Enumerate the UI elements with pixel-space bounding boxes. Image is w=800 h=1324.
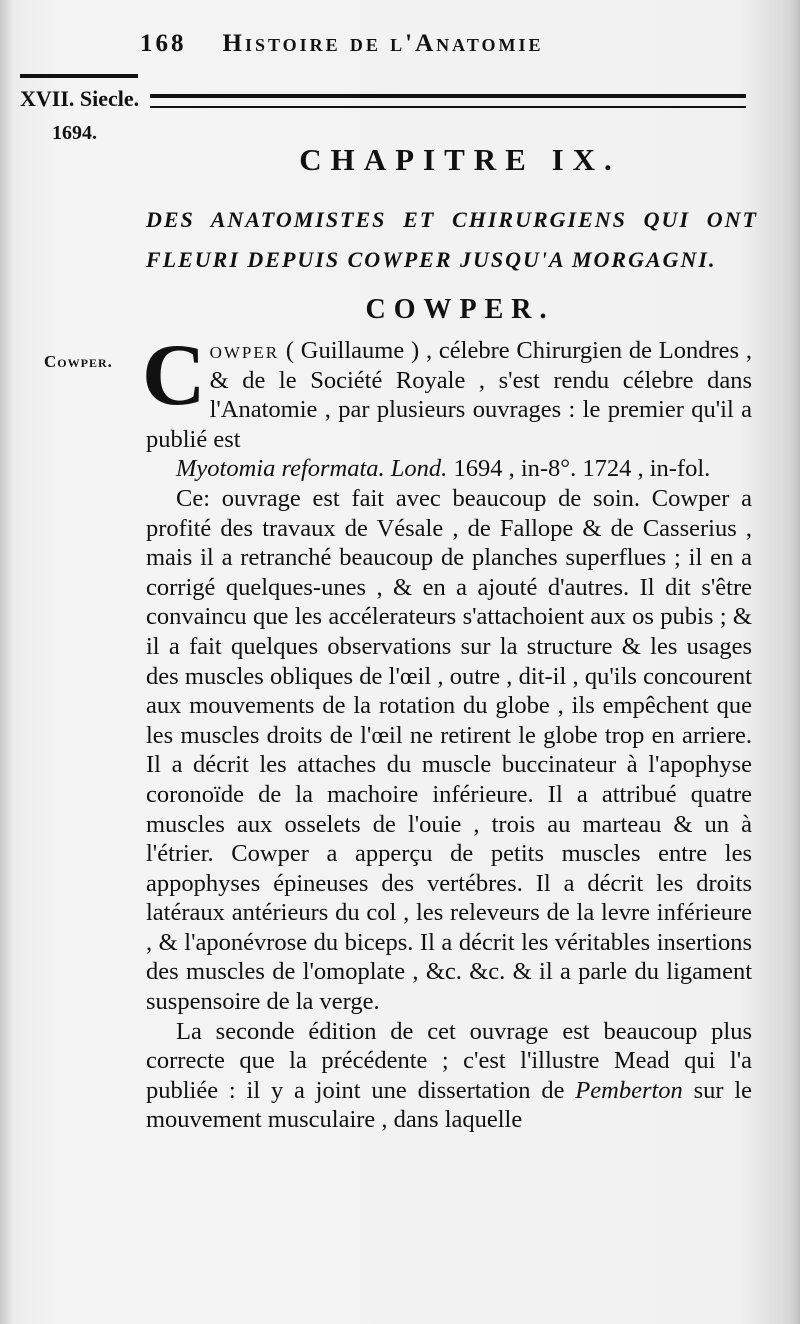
first-word: owper: [209, 337, 280, 364]
citation-details: 1694 , in-8°. 1724 , in-fol.: [453, 455, 711, 483]
chapter-title: CHAPITRE IX.: [299, 142, 621, 177]
paragraph-3-start: La seconde édition de cet ouvrage est beaucoup plus correcte que la précédente ; c'est l'illustre Mead qui l'a publiée : il y a joint une dissertation de: [146, 1017, 752, 1104]
citation-title: Myotomia reformata. Lond.: [176, 455, 448, 483]
margin-name: Cowper.: [44, 352, 113, 371]
chapter-subtitle: DES ANATOMISTES ET CHIRURGIENS QUI ONT FLEURI DEPUIS COWPER JUSQU'A MORGAGNI.: [146, 207, 758, 272]
margin-rule: [20, 74, 138, 78]
header-rule: [150, 94, 746, 108]
margin-century: XVII. Siecle.: [20, 86, 140, 111]
paragraph-1: [142, 327, 753, 454]
section-title: COWPER.: [365, 294, 555, 325]
author-name: Pemberton: [575, 1076, 683, 1104]
paragraph-2: Ce: ouvrage est fait avec beaucoup de soin. Cowper a profité des travaux de Vésale , de Fallope & de Casserius , mais il a retranché beaucoup de planches superflues ; il en a corrigé quelques-unes , & en a ajouté d'autres. Il dit s'être convaincu que les accélerateurs s'attachoient aux os pubis ; & il a fait quelques observations sur la structure & les usages des muscles obliques de l'œil , outre , dit-il , qu'ils concourent aux mouvements de la rotation du globe , ils empêchent que les muscles droits de l'œil ne retirent le globe trop en arriere. Il a décrit les attaches du muscle buccinateur à l'apophyse coronoïde de la machoire inférieure. Il a attribué quatre muscles aux osselets de l'ouie , trois au marteau & un à l'étrier. Cowper a apperçu de petits muscles entre les appophyses épineuses des vertébres. Il a décrit les droits latéraux antérieurs du col , les releveurs de la levre inférieure , & l'aponévrose du biceps. Il a décrit les véritables insertions des muscles de l'omoplate , &c. &c. & il a parle du ligament suspensoire de la verge.: [146, 484, 752, 1016]
paragraph-3-end: sur le mouvement musculaire , dans laquelle: [146, 1076, 753, 1134]
drop-cap: C: [142, 327, 206, 424]
body-text: [142, 327, 753, 1135]
running-title: Histoire de l'Anatomie: [222, 30, 544, 57]
page-number: 168: [140, 30, 187, 57]
page-header: [140, 30, 760, 58]
paragraph-3: [146, 1017, 752, 1135]
margin-year: 1694.: [52, 122, 97, 144]
paragraph-1-text: ( Guillaume ) , célebre Chirurgien de Londres , & de le Société Royale , s'est rendu célebre dans l'Anatomie , par plusieurs ouvrages : le premier qu'il a publié est: [146, 337, 753, 453]
citation: [146, 454, 752, 484]
